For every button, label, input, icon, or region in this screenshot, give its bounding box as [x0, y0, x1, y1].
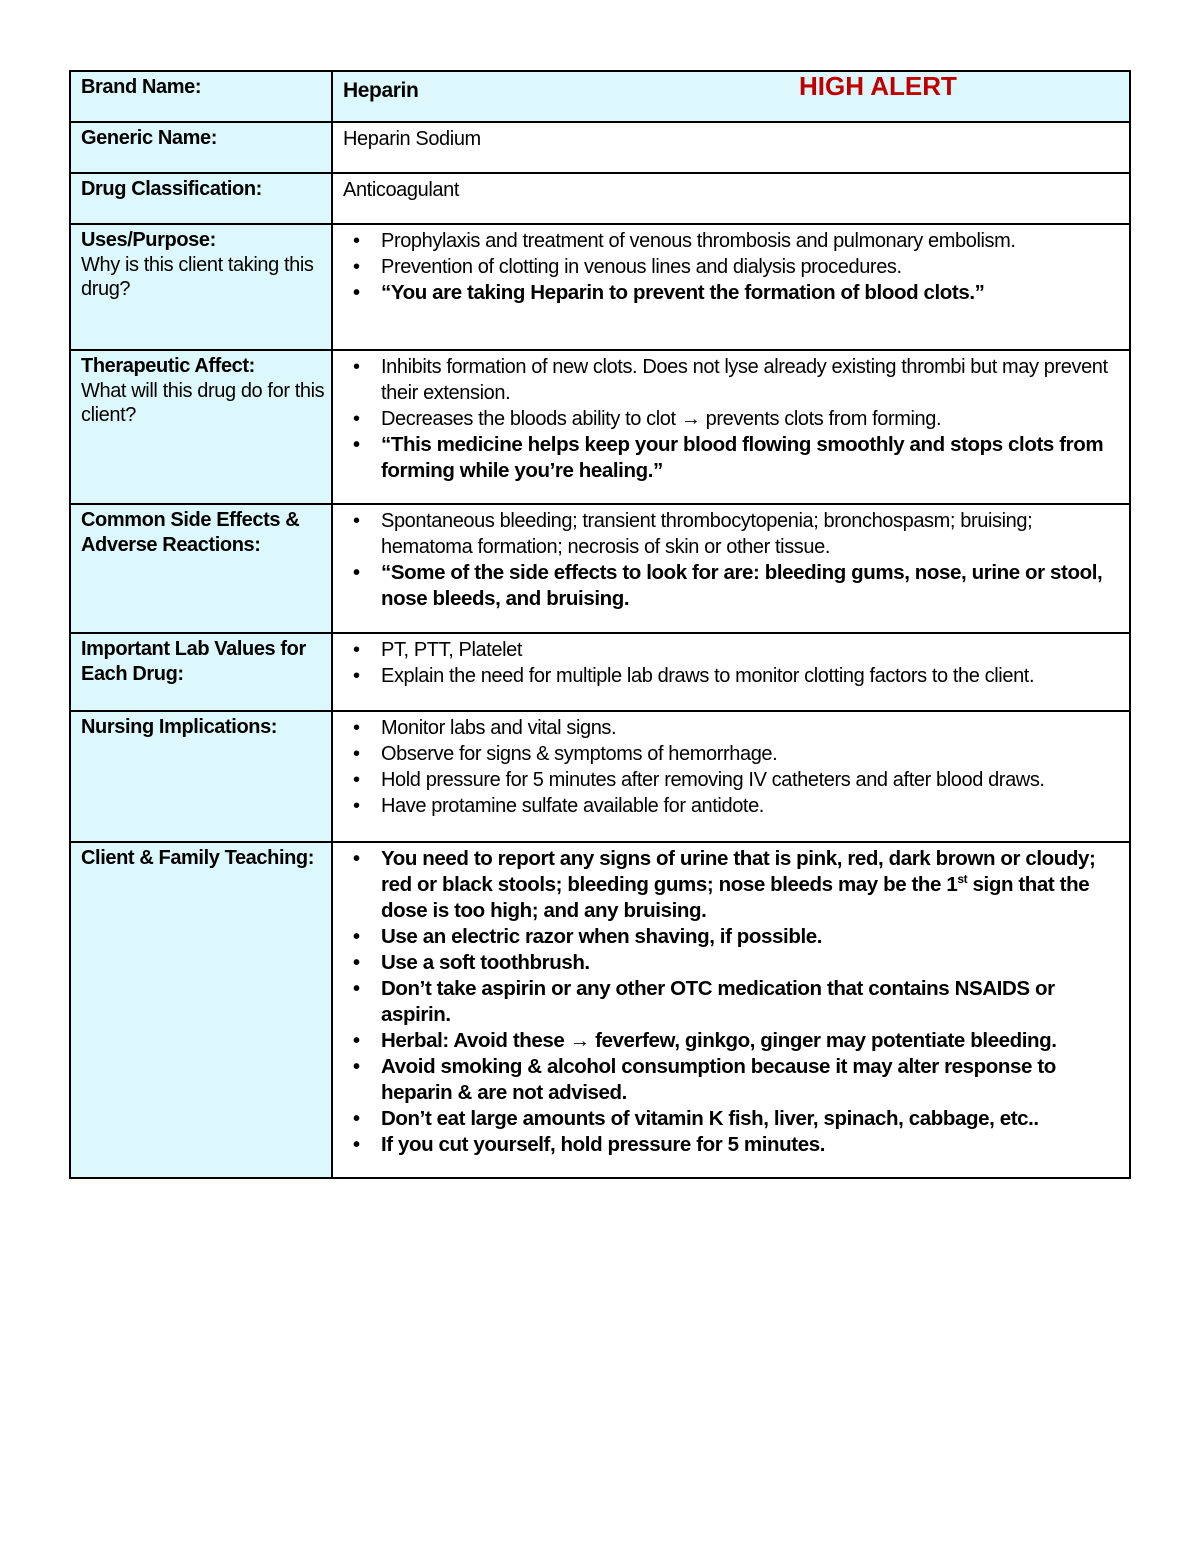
generic-value-cell: [332, 122, 1130, 173]
list-item: • Explain the need for multiple lab draws to monitor clotting factors to the client.: [343, 663, 1121, 689]
list-item: • If you cut yourself, hold pressure for 5 minutes.: [343, 1132, 1121, 1158]
classification-row: [70, 173, 1130, 224]
therapeutic-sublabel: What will this drug do for this client?: [81, 379, 325, 426]
drug-card-table: [69, 70, 1131, 1179]
list-item: • Hold pressure for 5 minutes after removing IV catheters and after blood draws.: [343, 767, 1121, 793]
list-item: • “You are taking Heparin to prevent the formation of blood clots.”: [343, 280, 1121, 306]
generic-value: Heparin Sodium: [343, 128, 481, 150]
labs-label-cell: [70, 633, 332, 711]
side-effects-list: [343, 508, 1121, 612]
labs-row: [70, 633, 1130, 711]
arrow-right-icon: →: [569, 1029, 590, 1052]
list-item: • PT, PTT, Platelet: [343, 637, 1121, 663]
list-item: • Prevention of clotting in venous lines and dialysis procedures.: [343, 254, 1121, 280]
list-item: • Inhibits formation of new clots. Does not lyse already existing thrombi but may prevent their extension.: [343, 354, 1121, 406]
classification-value-cell: [332, 173, 1130, 224]
list-item: • Spontaneous bleeding; transient thrombocytopenia; bronchospasm; bruising; hematoma formation; necrosis of skin or other tissue.: [343, 508, 1121, 560]
list-item: • “Some of the side effects to look for are: bleeding gums, nose, urine or stool, nose bleeds, and bruising.: [343, 560, 1121, 612]
labs-list: [343, 637, 1121, 689]
uses-label: Uses/Purpose:: [81, 229, 216, 251]
labs-value-cell: [332, 633, 1130, 711]
nursing-row: [70, 711, 1130, 842]
teaching-list: [343, 846, 1121, 1158]
list-item: • Don’t eat large amounts of vitamin K fish, liver, spinach, cabbage, etc..: [343, 1106, 1121, 1132]
therapeutic-value-cell: [332, 350, 1130, 504]
list-item-text: You need to report any signs of urine that is pink, red, dark brown or cloudy; red or black stools; bleeding gums; nose bleeds may be the 1: [381, 847, 1096, 896]
therapeutic-row: [70, 350, 1130, 504]
generic-label-cell: [70, 122, 332, 173]
list-item: [343, 846, 1121, 924]
generic-row: [70, 122, 1130, 173]
therapeutic-label-cell: [70, 350, 332, 504]
therapeutic-label: Therapeutic Affect:: [81, 355, 255, 377]
list-item: • Use a soft toothbrush.: [343, 950, 1121, 976]
uses-row: [70, 224, 1130, 350]
nursing-value-cell: [332, 711, 1130, 842]
list-item: • Don’t take aspirin or any other OTC medication that contains NSAIDS or aspirin.: [343, 976, 1121, 1028]
generic-label: Generic Name:: [81, 127, 217, 149]
teaching-row: [70, 842, 1130, 1178]
high-alert-label: HIGH ALERT: [799, 71, 957, 101]
teaching-value-cell: [332, 842, 1130, 1178]
list-item: • Prophylaxis and treatment of venous thrombosis and pulmonary embolism.: [343, 228, 1121, 254]
list-item-text: Decreases the bloods ability to clot: [381, 408, 676, 430]
list-item: [343, 406, 1121, 432]
therapeutic-list: [343, 354, 1121, 484]
brand-row: [70, 71, 1130, 122]
uses-list: [343, 228, 1121, 306]
side-effects-row: [70, 504, 1130, 633]
list-item-text: prevents clots from forming.: [705, 408, 942, 430]
brand-value-cell: [332, 71, 1130, 122]
list-item: • Have protamine sulfate available for antidote.: [343, 793, 1121, 819]
uses-value-cell: [332, 224, 1130, 350]
teaching-label-cell: [70, 842, 332, 1178]
list-item-text: sign that the dose is too high; and any bruising.: [381, 873, 1090, 922]
list-item: • Avoid smoking & alcohol consumption because it may alter response to heparin & are not advised.: [343, 1054, 1121, 1106]
side-effects-value-cell: [332, 504, 1130, 633]
brand-label-cell: [70, 71, 332, 122]
nursing-label: Nursing Implications:: [81, 716, 278, 738]
classification-value: Anticoagulant: [343, 179, 460, 201]
brand-label: Brand Name:: [81, 76, 202, 98]
uses-label-cell: [70, 224, 332, 350]
arrow-right-icon: →: [680, 408, 701, 430]
side-effects-label: Common Side Effects & Adverse Reactions:: [81, 509, 300, 556]
list-item: • Observe for signs & symptoms of hemorrhage.: [343, 741, 1121, 767]
ordinal-suffix: st: [957, 872, 968, 886]
list-item-text: Herbal: Avoid these: [381, 1029, 565, 1052]
nursing-label-cell: [70, 711, 332, 842]
list-item: • “This medicine helps keep your blood flowing smoothly and stops clots from forming while you’re healing.”: [343, 432, 1121, 484]
classification-label: Drug Classification:: [81, 178, 262, 200]
brand-value: Heparin: [343, 79, 419, 102]
labs-label: Important Lab Values for Each Drug:: [81, 638, 306, 685]
list-item: • Monitor labs and vital signs.: [343, 715, 1121, 741]
side-effects-label-cell: [70, 504, 332, 633]
list-item-text: feverfew, ginkgo, ginger may potentiate bleeding.: [595, 1029, 1057, 1052]
uses-sublabel: Why is this client taking this drug?: [81, 253, 314, 300]
classification-label-cell: [70, 173, 332, 224]
list-item: • Use an electric razor when shaving, if possible.: [343, 924, 1121, 950]
nursing-list: [343, 715, 1121, 819]
list-item: [343, 1028, 1121, 1054]
teaching-label: Client & Family Teaching:: [81, 847, 314, 869]
